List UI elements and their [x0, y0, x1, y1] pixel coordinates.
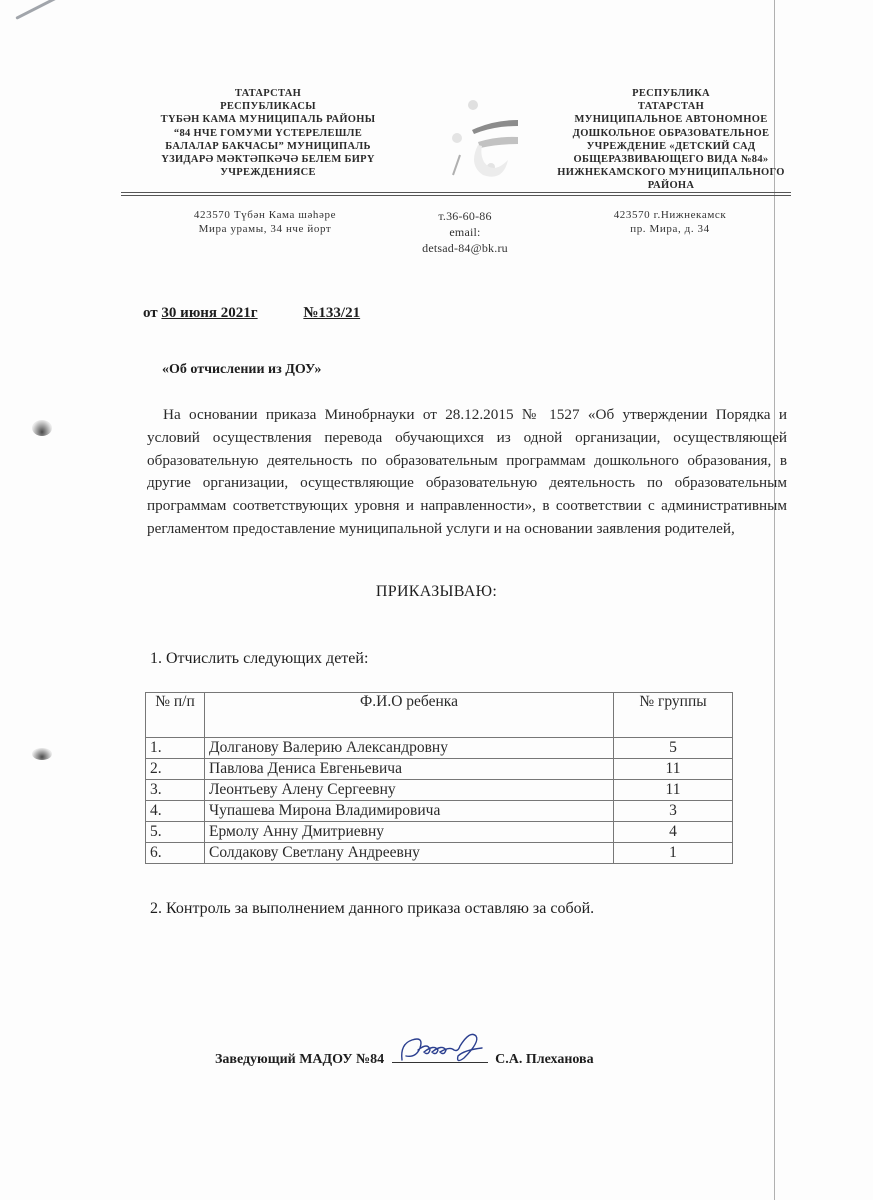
handwritten-signature-icon — [398, 1032, 484, 1066]
header-divider — [121, 195, 791, 196]
header-line: ТАТАРСТАН — [234, 88, 302, 99]
cell-number: 6. — [146, 843, 205, 864]
header-line: ТАТАРСТАН — [637, 101, 705, 113]
address-line: Мира урамы, 34 нче йорт — [198, 223, 332, 235]
email-label: email: — [449, 225, 481, 239]
signature-blank — [392, 1048, 488, 1063]
cell-number: 4. — [146, 801, 205, 822]
order-command: ПРИКАЗЫВАЮ: — [375, 583, 498, 600]
order-preamble: На основании приказа Минобрнауки от 28.12.2015 № 1527 «Об утверждении Порядка и условий осуществления перевода обучающихся из одной организации, осуществляющей образовательную деятельность по образовательным программам дошкольного образования, в другие организации, осуществляющие образовательную деятельность по образовательным программам соответствующих уровня и направленности», в соответствии с административным регламентом предоставление муниципальной услуги и на основании заявления родителей, — [147, 406, 787, 537]
order-item-1: 1. Отчислить следующих детей: — [150, 650, 369, 667]
cell-group: 1 — [614, 843, 733, 864]
header-line: МУНИЦИПАЛЬНОЕ АВТОНОМНОЕ — [574, 114, 768, 126]
cell-name: Павлова Дениса Евгеньевича — [205, 759, 614, 780]
header-line: РЕСПУБЛИКАСЫ — [220, 101, 316, 113]
col-header-group: № группы — [614, 693, 733, 738]
cell-name: Леонтьеву Алену Сергеевну — [205, 780, 614, 801]
punch-hole — [32, 420, 52, 436]
header-line: НИЖНЕКАМСКОГО МУНИЦИПАЛЬНОГО — [557, 167, 785, 179]
cell-name: Долганову Валерию Александровну — [205, 738, 614, 759]
cell-group: 3 — [614, 801, 733, 822]
address-line: 423570 Түбән Кама шәһәре — [193, 209, 337, 221]
header-line: УЧРЕЖДЕНИЯСЕ — [220, 167, 316, 179]
cell-number: 1. — [146, 738, 205, 759]
table-row — [146, 822, 733, 843]
signer-name: С.А. Плеханова — [495, 1052, 594, 1067]
cell-group: 11 — [614, 759, 733, 780]
col-header-name: Ф.И.О ребенка — [205, 693, 614, 738]
cell-number: 5. — [146, 822, 205, 843]
phone: т.36-60-86 — [438, 209, 492, 223]
email-link[interactable]: detsad-84@bk.ru — [422, 241, 508, 255]
punch-hole — [32, 748, 52, 760]
date-prefix: от — [143, 305, 158, 321]
order-subject: «Об отчислении из ДОУ» — [162, 362, 322, 377]
cell-group: 11 — [614, 780, 733, 801]
address-russian — [585, 208, 755, 236]
address-line: 423570 г.Нижнекамск — [613, 209, 727, 221]
signer-position: Заведующий МАДОУ №84 — [215, 1052, 385, 1067]
cell-name: Солдакову Светлану Андреевну — [205, 843, 614, 864]
table-row — [146, 780, 733, 801]
header-line: ДОШКОЛЬНОЕ ОБРАЗОВАТЕЛЬНОЕ — [572, 127, 770, 139]
header-divider — [121, 192, 791, 193]
order-item-2: 2. Контроль за выполнением данного приказа оставляю за собой. — [150, 900, 595, 917]
kindergarten-logo-icon — [448, 90, 528, 180]
cell-number: 3. — [146, 780, 205, 801]
table-row — [146, 759, 733, 780]
order-date-line — [143, 305, 360, 322]
header-line: БАЛАЛАР БАКЧАСЫ” МУНИЦИПАЛЬ — [165, 140, 371, 152]
address-tatar — [150, 208, 380, 236]
signature-line — [215, 1048, 594, 1068]
col-header-number: № п/п — [146, 693, 205, 738]
header-line: РАЙОНА — [647, 180, 695, 192]
cell-name: Ермолу Анну Дмитриевну — [205, 822, 614, 843]
order-number: №133/21 — [303, 305, 361, 321]
contact-block — [395, 208, 535, 256]
header-line: “84 НЧЕ ГОМУМИ ҮСТЕРЕЛЕШЛЕ — [173, 127, 363, 139]
children-table — [145, 692, 733, 864]
header-tatar-block — [128, 87, 408, 179]
scan-mark — [15, 0, 63, 20]
header-line: ОБЩЕРАЗВИВАЮЩЕГО ВИДА №84» — [573, 154, 769, 166]
cell-group: 4 — [614, 822, 733, 843]
cell-number: 2. — [146, 759, 205, 780]
header-line: ҮЗИДАРӘ МӘКТӘПКӘЧӘ БЕЛЕМ БИРҮ — [161, 154, 375, 166]
address-line: пр. Мира, д. 34 — [630, 223, 710, 235]
table-row — [146, 801, 733, 822]
order-date: 30 июня 2021г — [161, 305, 258, 321]
table-row — [146, 738, 733, 759]
cell-name: Чупашева Мирона Владимировича — [205, 801, 614, 822]
header-line: УЧРЕЖДЕНИЕ «ДЕТСКИЙ САД — [586, 140, 756, 152]
header-line: РЕСПУБЛИКА — [632, 88, 710, 99]
table-row — [146, 843, 733, 864]
header-line: ТҮБӘН КАМА МУНИЦИПАЛЬ РАЙОНЫ — [160, 114, 376, 126]
table-header-row — [146, 693, 733, 738]
cell-group: 5 — [614, 738, 733, 759]
header-russian-block — [546, 87, 796, 193]
